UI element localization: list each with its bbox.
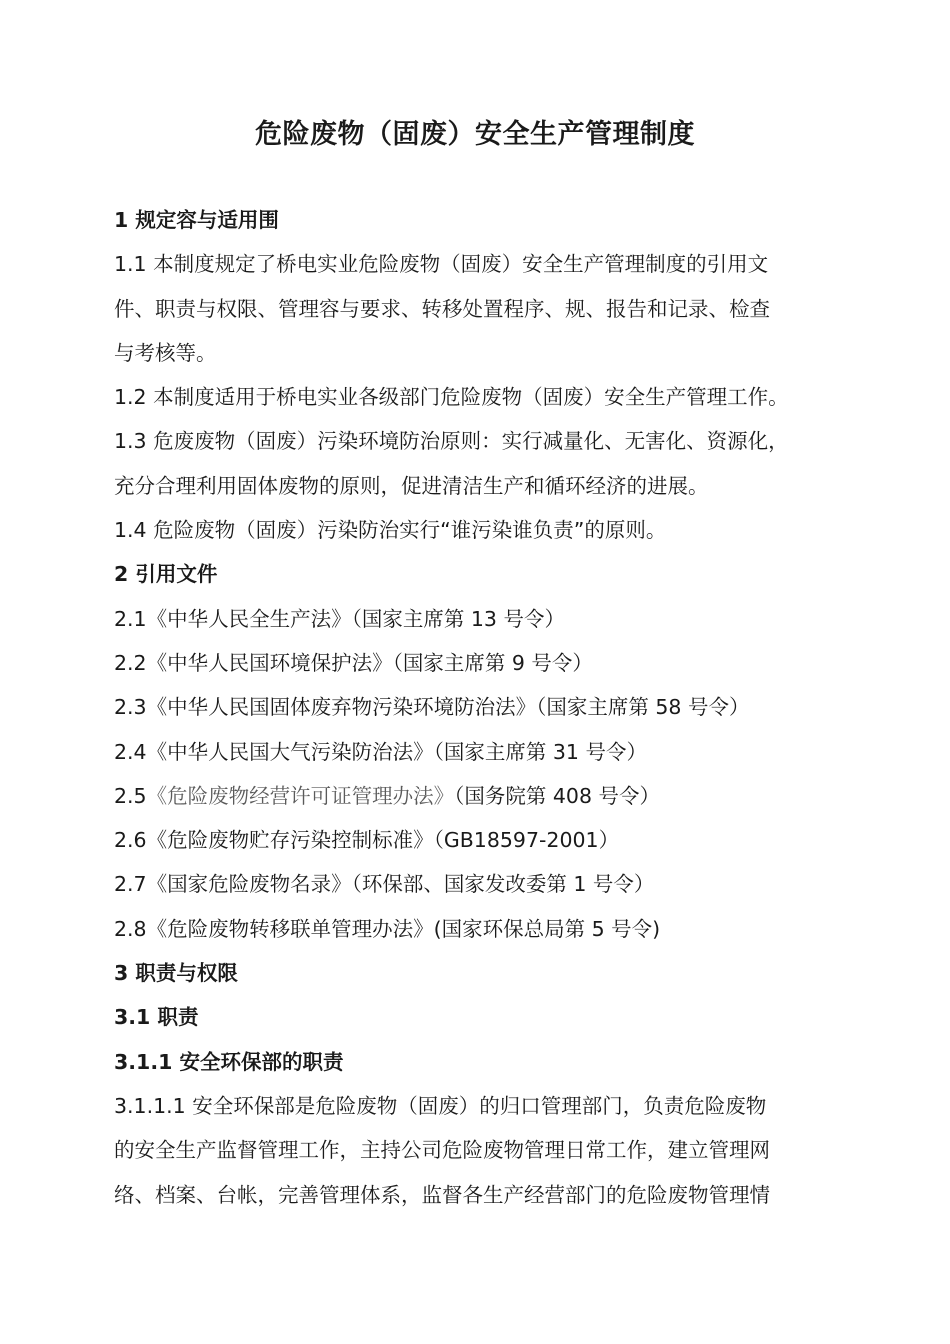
subsection-heading: 3.1 职责 [114, 1005, 199, 1030]
subsection-heading: 3.1.1 安全环保部的职责 [114, 1049, 344, 1074]
section-heading: 1 规定容与适用围 [114, 208, 279, 232]
reference-line [114, 774, 854, 818]
reference-title-link: 《危险废物经营许可证管理办法》 [146, 783, 455, 808]
document-title: 危险废物（固废）安全生产管理制度 [255, 119, 695, 150]
section-heading: 3 职责与权限 [114, 961, 238, 986]
reference-issuer: （国务院第 408 号令） [454, 783, 661, 808]
paragraph-line: 3.1.1.1 安全环保部是危险废物（固废）的归口管理部门，负责危险废物 [114, 1093, 767, 1118]
paragraph-line: 1.2 本制度适用于桥电实业各级部门危险废物（固废）安全生产管理工作。 [114, 385, 789, 410]
section-heading: 2 引用文件 [114, 562, 218, 587]
paragraph-line: 件、职责与权限、管理容与要求、转移处置程序、规、报告和记录、检查 [114, 296, 770, 321]
reference-line: 2.3《中华人民国固体废弃物污染环境防治法》（国家主席第 58 号令） [114, 695, 750, 720]
paragraph-line: 1.1 本制度规定了桥电实业危险废物（固废）安全生产管理制度的引用文 [114, 252, 769, 277]
paragraph-line: 与考核等。 [114, 340, 217, 365]
paragraph-line: 络、档案、台帐，完善管理体系，监督各生产经营部门的危险废物管理情 [114, 1182, 770, 1207]
reference-line: 2.6《危险废物贮存污染控制标准》（GB18597-2001） [114, 828, 620, 853]
reference-number: 2.5 [114, 783, 147, 808]
reference-line: 2.8《危险废物转移联单管理办法》(国家环保总局第 5 号令) [114, 916, 661, 941]
reference-line: 2.2《中华人民国环境保护法》（国家主席第 9 号令） [114, 650, 593, 675]
reference-line: 2.4《中华人民国大气污染防治法》（国家主席第 31 号令） [114, 739, 647, 764]
reference-line: 2.7《国家危险废物名录》（环保部、国家发改委第 1 号令） [114, 872, 655, 897]
paragraph-line: 1.4 危险废物（固废）污染防治实行“谁污染谁负责”的原则。 [114, 518, 667, 543]
document-body [114, 198, 854, 1217]
reference-line: 2.1《中华人民全生产法》（国家主席第 13 号令） [114, 606, 565, 631]
paragraph-line: 充分合理利用固体废物的原则，促进清洁生产和循环经济的进展。 [114, 473, 709, 498]
paragraph-line: 1.3 危废废物（固废）污染环境防治原则：实行减量化、无害化、资源化， [114, 429, 789, 454]
paragraph-line: 的安全生产监督管理工作，主持公司危险废物管理日常工作，建立管理网 [114, 1138, 770, 1163]
